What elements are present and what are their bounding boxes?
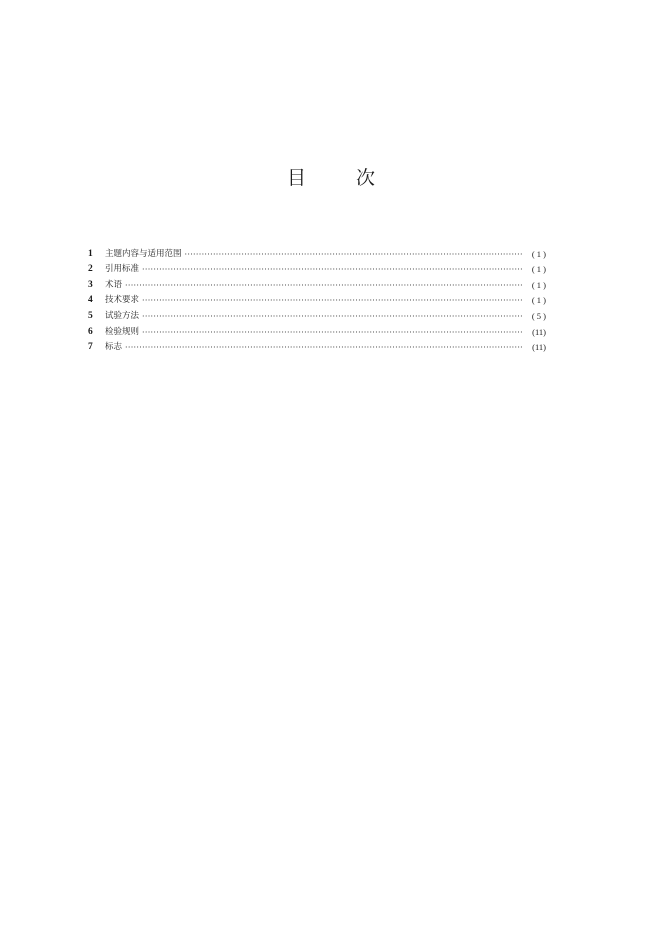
toc-entry-number: 3 xyxy=(88,279,93,290)
toc-entry-number: 7 xyxy=(88,342,93,353)
toc-entry-page: ( 5 ) xyxy=(531,310,546,321)
page-title-char-2: 次 xyxy=(356,167,376,189)
toc-entry-title: 术语 xyxy=(105,279,123,290)
toc-entry-title: 主题内容与适用范围 xyxy=(105,248,182,259)
toc-entry-title: 检验规则 xyxy=(105,326,140,337)
toc-entry-number: 4 xyxy=(88,295,93,306)
toc-entry-title: 标志 xyxy=(105,342,123,353)
toc-entry[interactable] xyxy=(88,260,546,276)
toc-entry-title: 引用标准 xyxy=(105,264,140,275)
toc-dot-leader xyxy=(125,280,522,291)
toc-entry-page: ( 1 ) xyxy=(531,264,546,275)
toc-entry[interactable] xyxy=(88,291,546,307)
toc-dot-leader xyxy=(185,249,522,260)
toc-entry-number: 1 xyxy=(88,248,93,259)
toc-dot-leader xyxy=(125,342,522,353)
toc-entry-page: (11) xyxy=(532,326,546,337)
toc-entry[interactable] xyxy=(88,275,546,291)
toc-dot-leader xyxy=(142,327,522,338)
toc-entry-title: 技术要求 xyxy=(105,295,140,306)
toc-entry-number: 6 xyxy=(88,326,93,337)
toc-dot-leader xyxy=(142,311,522,322)
toc-entry-page: (11) xyxy=(532,342,546,353)
toc-entry-page: ( 1 ) xyxy=(531,248,546,259)
toc-entry[interactable] xyxy=(88,244,546,260)
table-of-contents xyxy=(88,244,546,353)
toc-entry[interactable] xyxy=(88,338,546,354)
toc-entry-page: ( 1 ) xyxy=(531,279,546,290)
toc-entry[interactable] xyxy=(88,306,546,322)
toc-entry-number: 5 xyxy=(88,310,93,321)
toc-entry[interactable] xyxy=(88,322,546,338)
toc-dot-leader xyxy=(142,264,522,275)
toc-entry-page: ( 1 ) xyxy=(531,295,546,306)
page-title xyxy=(0,163,662,190)
toc-entry-number: 2 xyxy=(88,264,93,275)
page-title-char-1: 目 xyxy=(286,167,306,189)
toc-dot-leader xyxy=(142,295,522,306)
toc-entry-title: 试验方法 xyxy=(105,310,140,321)
